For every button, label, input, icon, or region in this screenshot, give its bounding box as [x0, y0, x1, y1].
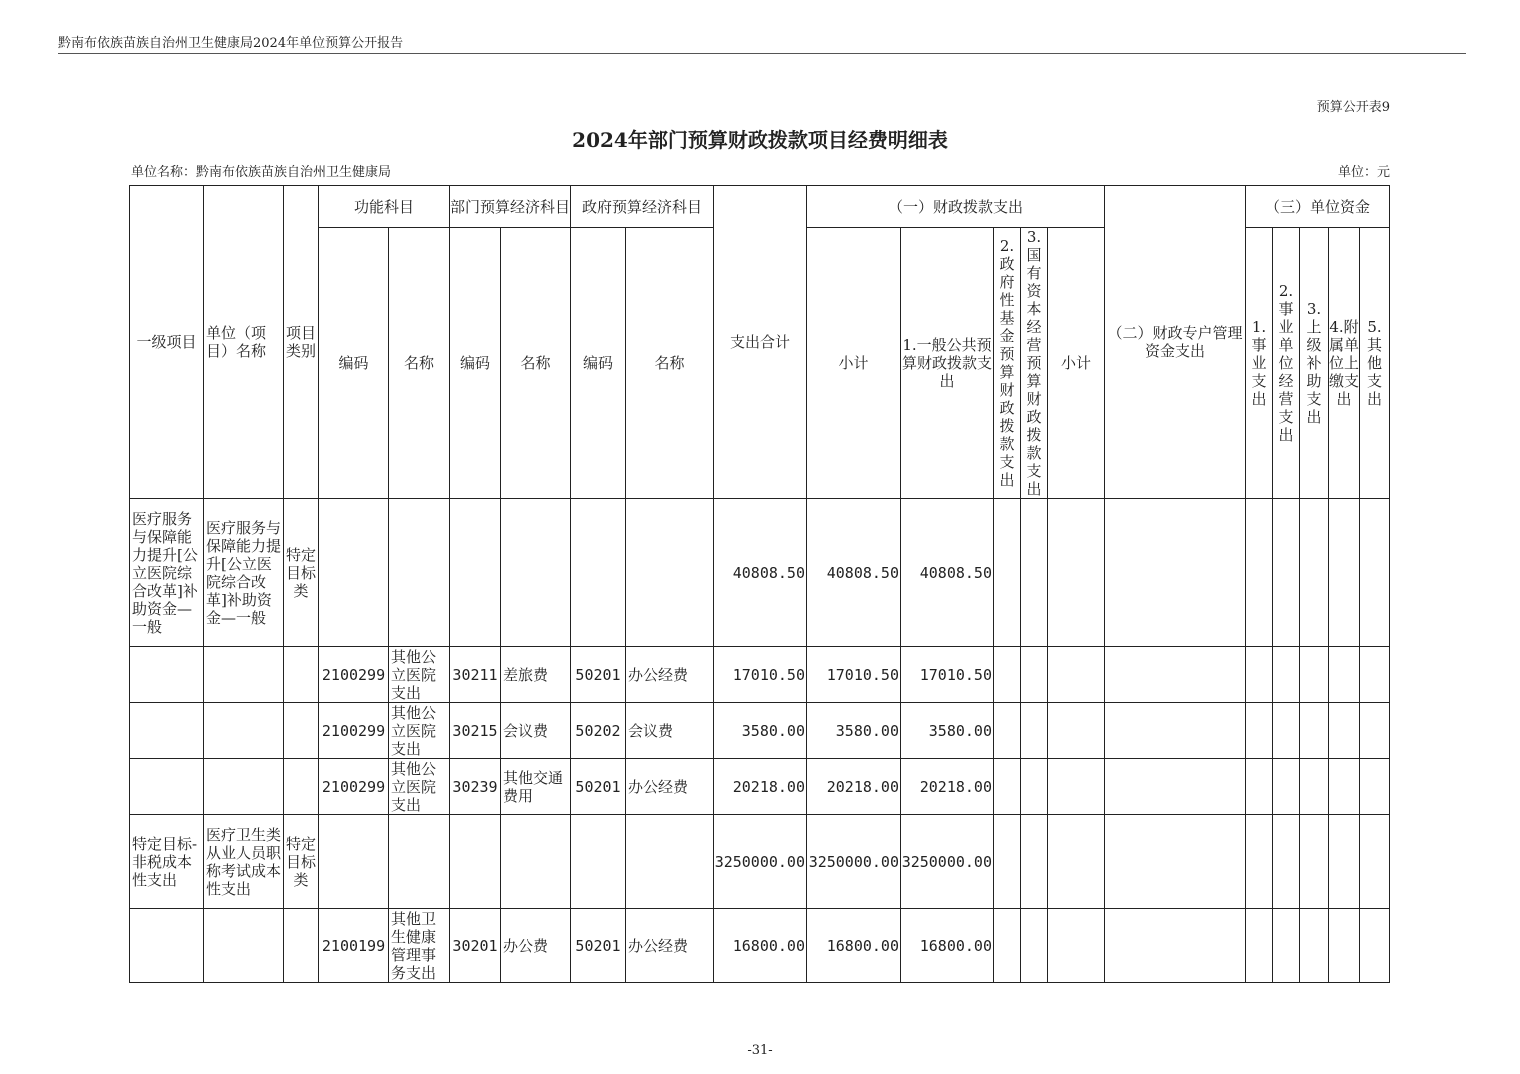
- header-gov-code: 编码: [571, 228, 626, 499]
- cell-dept-name: 其他交通费用: [501, 759, 571, 815]
- header-project-type: 项目类别: [284, 186, 319, 499]
- cell-gov-name: [626, 815, 714, 909]
- cell-dept-name: 差旅费: [501, 647, 571, 703]
- cell-func-code: 2100199: [319, 909, 389, 983]
- cell-total: 3580.00: [714, 703, 807, 759]
- cell-gov-code: [571, 499, 626, 647]
- header-dept-code: 编码: [450, 228, 501, 499]
- table-row: [130, 703, 1390, 759]
- cell-gov-name: 办公经费: [626, 647, 714, 703]
- cell-fiscal-subtotal: 20218.00: [807, 759, 901, 815]
- header-gov-fund: 2.政府性基金预算财政拨款支出: [994, 228, 1021, 499]
- page-number: -31-: [747, 1043, 773, 1058]
- table-row: [130, 759, 1390, 815]
- table-row: [130, 815, 1390, 909]
- header-unit-funds: （三）单位资金: [1246, 186, 1390, 228]
- cell-func-code: [319, 815, 389, 909]
- cell-dept-name: [501, 815, 571, 909]
- cell-func-name: 其他公立医院支出: [389, 647, 450, 703]
- table-row: [130, 647, 1390, 703]
- header-shiye: 1.事业支出: [1246, 228, 1273, 499]
- header-unit-project: 单位（项目）名称: [204, 186, 284, 499]
- cell-fiscal-subtotal: 16800.00: [807, 909, 901, 983]
- cell-dept-name: [501, 499, 571, 647]
- cell-func-code: 2100299: [319, 647, 389, 703]
- table-number: 预算公开表9: [1316, 100, 1390, 115]
- header-buzhu: 3.上级补助支出: [1300, 228, 1329, 499]
- header-top-level: 一级项目: [130, 186, 204, 499]
- cell-fiscal-subtotal: 40808.50: [807, 499, 901, 647]
- cell-general-budget: 20218.00: [901, 759, 994, 815]
- header-total: 支出合计: [714, 186, 807, 499]
- currency-unit: 单位：元: [1337, 165, 1390, 180]
- table-row: [130, 499, 1390, 647]
- header-fiscal-subtotal: 小计: [807, 228, 901, 499]
- header-function-subject: 功能科目: [319, 186, 450, 228]
- header-gov-econ-subject: 政府预算经济科目: [571, 186, 714, 228]
- cell-total: 16800.00: [714, 909, 807, 983]
- cell-total: 3250000.00: [714, 815, 807, 909]
- cell-gov-code: 50201: [571, 759, 626, 815]
- cell-dept-code: 30211: [450, 647, 501, 703]
- cell-dept-name: 办公费: [501, 909, 571, 983]
- cell-func-code: [319, 499, 389, 647]
- header-special-account: （二）财政专户管理资金支出: [1105, 186, 1246, 499]
- cell-func-name: 其他公立医院支出: [389, 703, 450, 759]
- cell-dept-code: [450, 815, 501, 909]
- cell-top-level: 医疗服务与保障能力提升[公立医院综合改革]补助资金—一般: [130, 499, 204, 647]
- header-func-name: 名称: [389, 228, 450, 499]
- page-title: 2024年部门预算财政拨款项目经费明细表: [572, 128, 948, 152]
- cell-fiscal-subtotal: 3580.00: [807, 703, 901, 759]
- cell-gov-name: 办公经费: [626, 759, 714, 815]
- cell-gov-code: [571, 815, 626, 909]
- cell-unit-project: 医疗卫生类从业人员职称考试成本性支出: [204, 815, 284, 909]
- header-dept-name: 名称: [501, 228, 571, 499]
- cell-func-name: [389, 815, 450, 909]
- cell-total: 40808.50: [714, 499, 807, 647]
- cell-dept-code: 30215: [450, 703, 501, 759]
- cell-gov-name: 会议费: [626, 703, 714, 759]
- unit-name: 单位名称：黔南布依族苗族自治州卫生健康局: [131, 165, 392, 180]
- header-general-budget: 1.一般公共预算财政拨款支出: [901, 228, 994, 499]
- cell-top-level: 特定目标-非税成本性支出: [130, 815, 204, 909]
- cell-total: 20218.00: [714, 759, 807, 815]
- header-dept-econ-subject: 部门预算经济科目: [450, 186, 571, 228]
- cell-gov-name: [626, 499, 714, 647]
- header-state-capital: 3.国有资本经营预算财政拨款支出: [1021, 228, 1048, 499]
- header-fushu: 4.附属单位上缴支出: [1329, 228, 1360, 499]
- cell-general-budget: 17010.50: [901, 647, 994, 703]
- cell-gov-code: 50201: [571, 647, 626, 703]
- cell-general-budget: 40808.50: [901, 499, 994, 647]
- header-gov-name: 名称: [626, 228, 714, 499]
- cell-dept-code: [450, 499, 501, 647]
- cell-fiscal-subtotal: 17010.50: [807, 647, 901, 703]
- cell-fiscal-subtotal: 3250000.00: [807, 815, 901, 909]
- document-header: 黔南布依族苗族自治州卫生健康局2024年单位预算公开报告: [58, 36, 404, 51]
- cell-total: 17010.50: [714, 647, 807, 703]
- header-unit-subtotal: 小计: [1048, 228, 1105, 499]
- cell-general-budget: 3580.00: [901, 703, 994, 759]
- cell-gov-name: 办公经费: [626, 909, 714, 983]
- cell-func-name: [389, 499, 450, 647]
- header-jingying: 2.事业单位经营支出: [1273, 228, 1300, 499]
- cell-func-name: 其他卫生健康管理事务支出: [389, 909, 450, 983]
- cell-general-budget: 16800.00: [901, 909, 994, 983]
- header-other: 5.其他支出: [1360, 228, 1390, 499]
- cell-unit-project: 医疗服务与保障能力提升[公立医院综合改革]补助资金—一般: [204, 499, 284, 647]
- cell-project-type: 特定目标类: [284, 815, 319, 909]
- cell-func-code: 2100299: [319, 759, 389, 815]
- cell-func-name: 其他公立医院支出: [389, 759, 450, 815]
- header-divider: [58, 53, 1466, 54]
- header-func-code: 编码: [319, 228, 389, 499]
- cell-gov-code: 50201: [571, 909, 626, 983]
- cell-dept-code: 30201: [450, 909, 501, 983]
- cell-gov-code: 50202: [571, 703, 626, 759]
- cell-dept-name: 会议费: [501, 703, 571, 759]
- cell-dept-code: 30239: [450, 759, 501, 815]
- table-row: [130, 909, 1390, 983]
- cell-project-type: 特定目标类: [284, 499, 319, 647]
- cell-general-budget: 3250000.00: [901, 815, 994, 909]
- cell-func-code: 2100299: [319, 703, 389, 759]
- header-fiscal: （一）财政拨款支出: [807, 186, 1105, 228]
- budget-table: [129, 185, 1390, 983]
